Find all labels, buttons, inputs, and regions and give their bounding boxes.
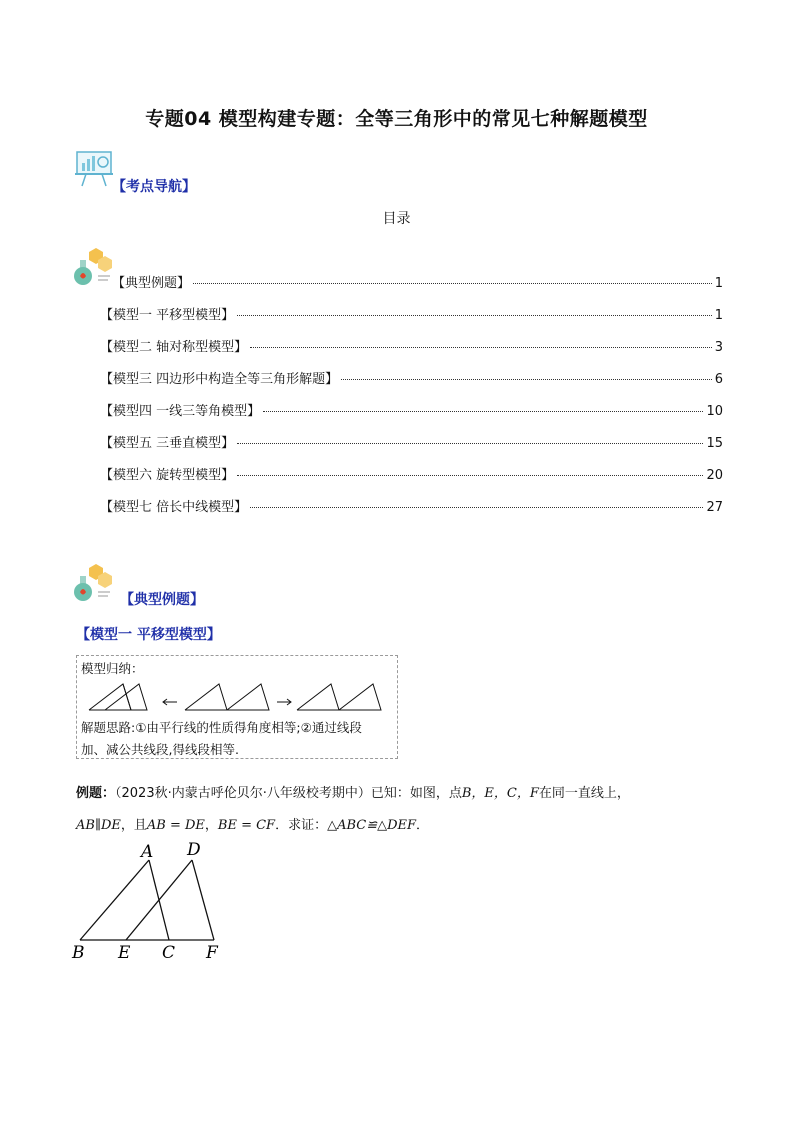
toc-leader-dots (193, 283, 712, 284)
toc-item-label: 【模型四 一线三等角模型】 (100, 404, 261, 419)
condition-parallel: AB∥DE (76, 818, 121, 833)
label-d: D (187, 840, 201, 860)
model-heading: 【模型一 平移型模型】 (76, 627, 221, 643)
toc-leader-dots (263, 411, 703, 412)
model-summary-box (76, 655, 398, 759)
condition-equal-ab-de: AB = DE (146, 818, 205, 833)
example-prefix: 例题： (76, 786, 116, 801)
section-label: 【典型例题】 (120, 592, 204, 608)
segment-de (126, 860, 192, 940)
toc-item[interactable] (100, 336, 723, 356)
page-title: 专题04 模型构建专题：全等三角形中的常见七种解题模型 (145, 108, 648, 130)
toc-leader-dots (250, 507, 703, 508)
translation-model-diagram (85, 680, 385, 716)
flask-icon (72, 246, 114, 286)
text-and: ，且 (120, 818, 147, 833)
toc-item-page: 3 (714, 340, 723, 355)
toc-item[interactable] (100, 464, 723, 484)
example-line-1 (76, 782, 630, 801)
geometry-figure (66, 838, 236, 964)
nav-label: 【考点导航】 (112, 179, 196, 195)
label-f: F (206, 943, 218, 963)
toc-leader-dots (237, 315, 712, 316)
toc-item[interactable] (112, 272, 723, 292)
label-b: B (72, 943, 85, 963)
toc-item-page: 27 (706, 500, 723, 515)
toc-item[interactable] (100, 432, 723, 452)
summary-title: 模型归纳： (81, 661, 144, 676)
text-comma: ， (204, 818, 218, 833)
toc-item[interactable] (100, 304, 723, 324)
segment-df (192, 860, 214, 940)
summary-line-2: 加、减公共线段,得线段相等. (81, 742, 239, 757)
example-source-end: 在同一直线上， (538, 786, 630, 801)
toc-item-page: 1 (714, 308, 723, 323)
toc-item[interactable] (100, 400, 723, 420)
example-line-2 (76, 814, 429, 833)
toc-item-page: 15 (706, 436, 723, 451)
toc-item-label: 【模型一 平移型模型】 (100, 308, 235, 323)
toc-item-label: 【模型二 轴对称型模型】 (100, 340, 248, 355)
summary-line-1: 解题思路:①由平行线的性质得角度相等;②通过线段 (81, 720, 362, 735)
toc-item-label: 【模型五 三垂直模型】 (100, 436, 235, 451)
toc-leader-dots (250, 347, 712, 348)
toc-item-page: 20 (706, 468, 723, 483)
segment-ab (80, 860, 149, 940)
toc-item-page: 6 (714, 372, 723, 387)
toc-item-page: 10 (706, 404, 723, 419)
flask-icon (72, 562, 114, 602)
toc-leader-dots (341, 379, 712, 380)
presentation-board-icon (74, 150, 114, 188)
toc-heading: 目录 (382, 211, 411, 227)
toc-item-label: 【典型例题】 (112, 276, 191, 291)
toc-item-page: 1 (714, 276, 723, 291)
toc-item-label: 【模型六 旋转型模型】 (100, 468, 235, 483)
label-c: C (162, 943, 176, 963)
label-a: A (141, 842, 154, 862)
toc-item[interactable] (100, 496, 723, 516)
toc-item-label: 【模型七 倍长中线模型】 (100, 500, 248, 515)
toc-leader-dots (237, 475, 703, 476)
toc-item[interactable] (100, 368, 723, 388)
example-points: B，E，C，F (461, 786, 539, 801)
toc-item-label: 【模型三 四边形中构造全等三角形解题】 (100, 372, 339, 387)
text-prove: ．求证： (275, 818, 328, 833)
prove-congruent: △ABC≌△DEF (327, 818, 417, 833)
condition-equal-be-cf: BE = CF (217, 818, 276, 833)
example-source: （2023秋·内蒙古呼伦贝尔·八年级校考期中）已知：如图，点 (115, 786, 462, 801)
toc-leader-dots (237, 443, 703, 444)
text-period: ． (416, 818, 430, 833)
label-e: E (118, 943, 131, 963)
